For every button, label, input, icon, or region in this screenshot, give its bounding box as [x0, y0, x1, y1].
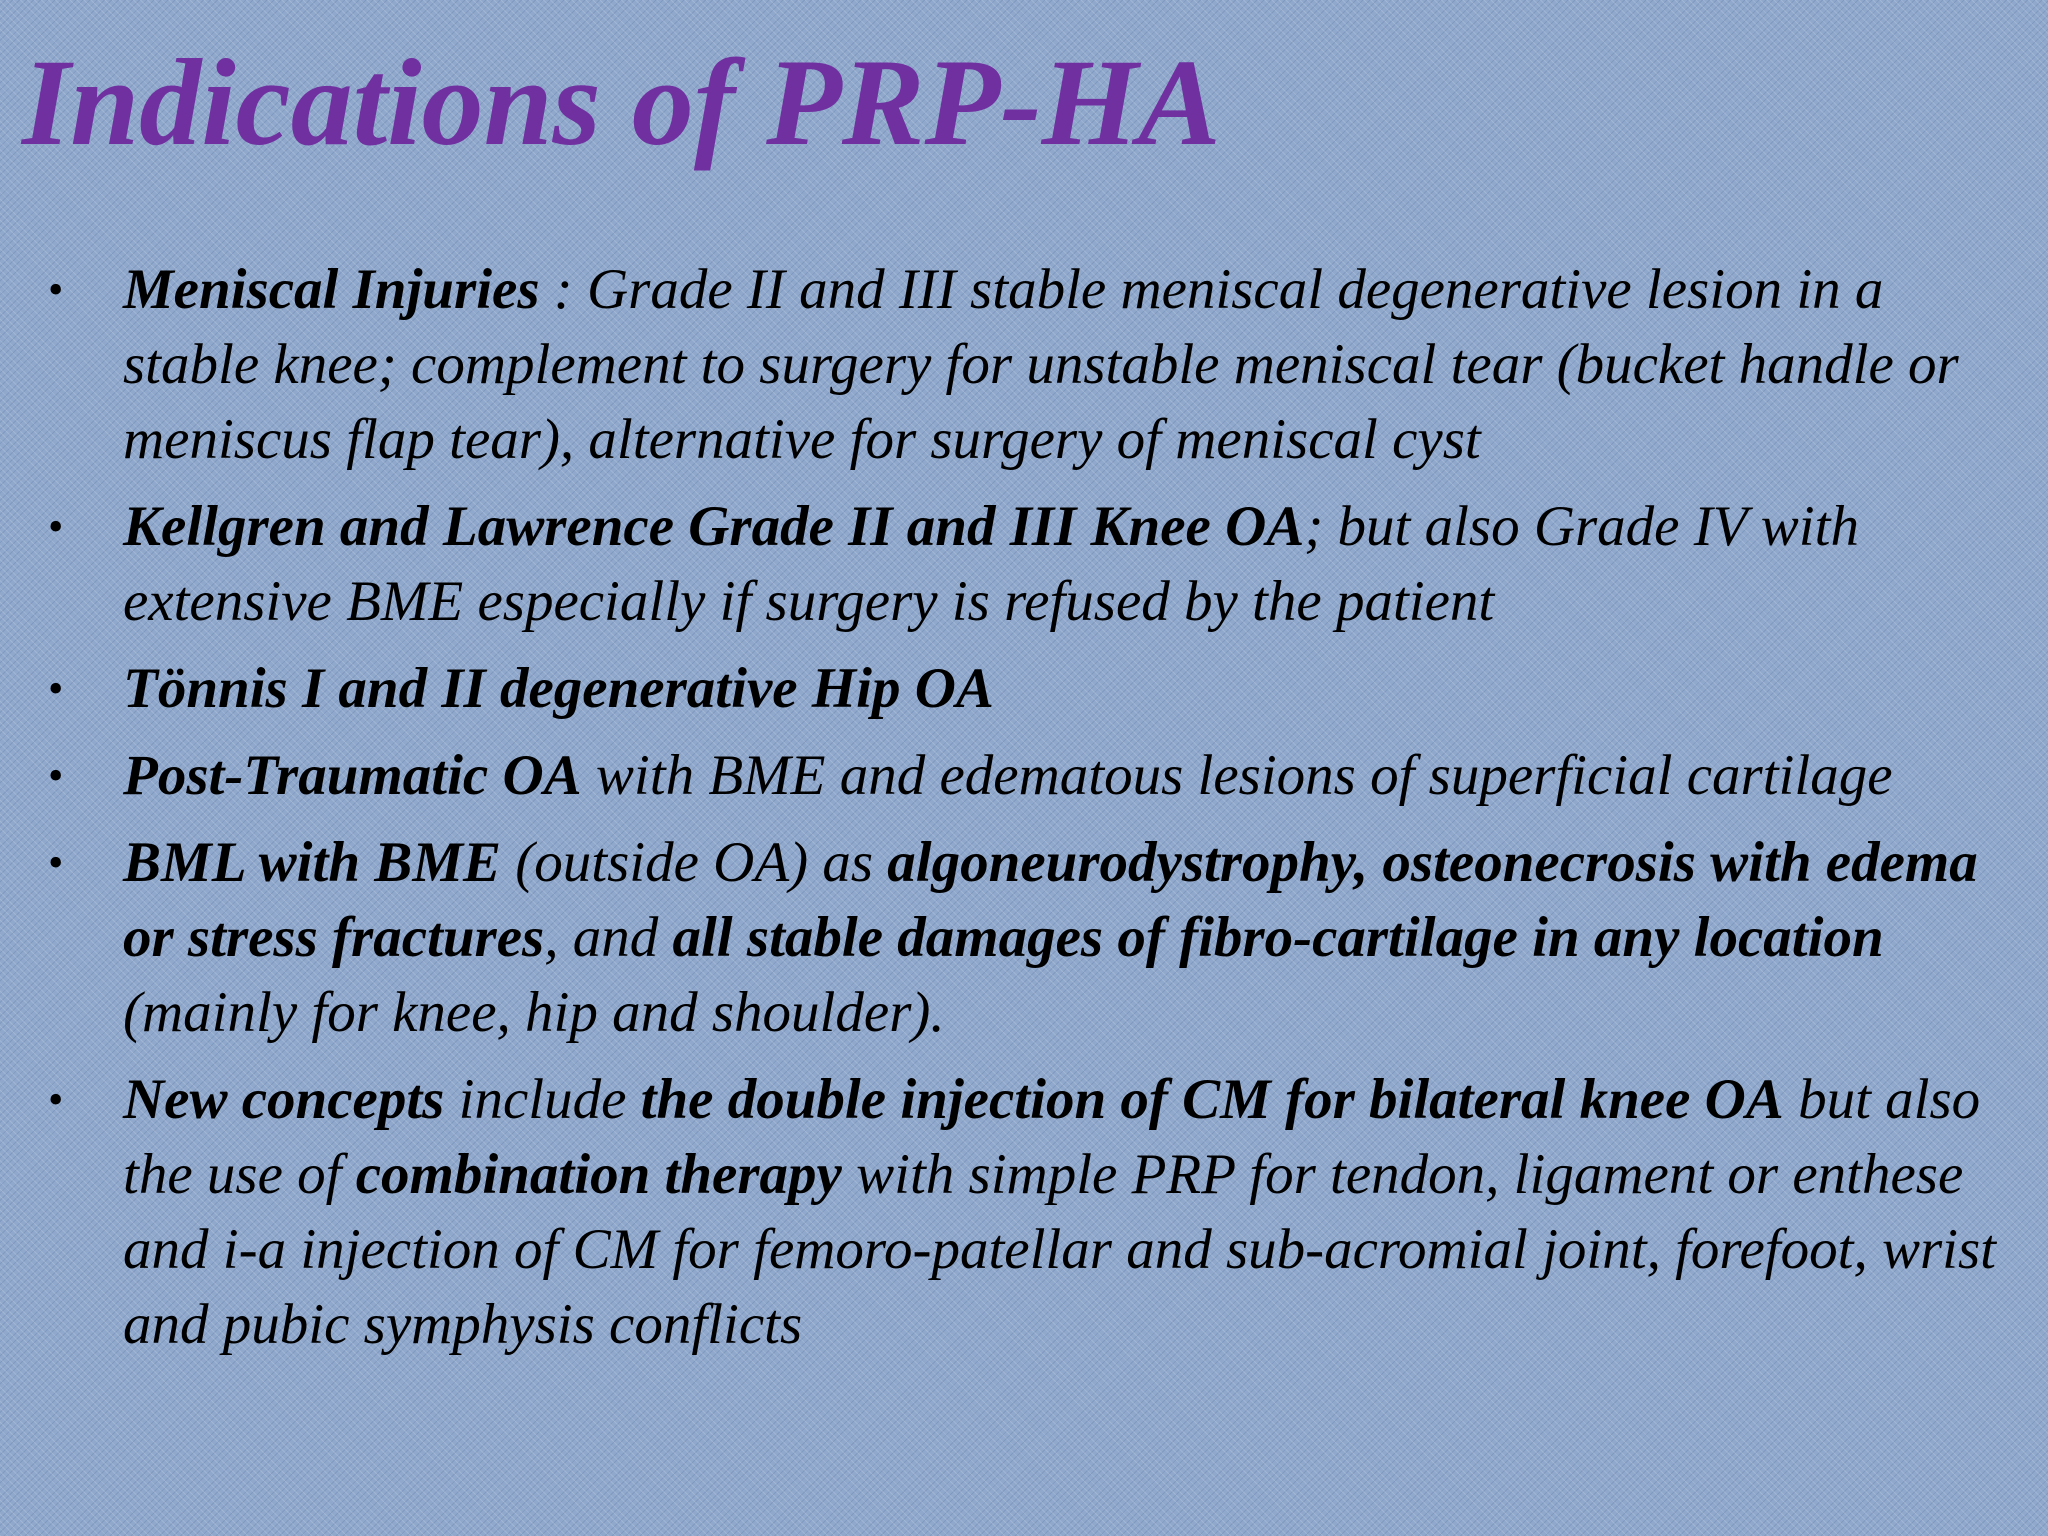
bullet-item-new-concepts: [48, 1062, 2023, 1362]
bullet-list: [48, 252, 2023, 1374]
bullet-dot-icon: •: [48, 751, 64, 800]
bullet-item-hip-oa: [48, 651, 2023, 726]
bullet-bold-text: Post-Traumatic OA: [123, 744, 582, 807]
bullet-text: (mainly for knee, hip and shoulder).: [123, 981, 945, 1044]
bullet-bold-text: Tönnis I and II degenerative Hip OA: [123, 657, 994, 720]
bullet-dot-icon: •: [48, 664, 64, 713]
bullet-bold-text: all stable damages of fibro-cartilage in any location: [672, 906, 1884, 969]
bullet-item-knee-oa: [48, 489, 2023, 639]
bullet-item-bml-with-bme: [48, 825, 2023, 1050]
bullet-text: , and: [544, 906, 673, 969]
bullet-dot-icon: •: [48, 838, 64, 887]
bullet-text: include: [444, 1068, 641, 1131]
bullet-text: ; but also Grade IV with extensive BME especially if surgery is refused by the patient: [123, 495, 1859, 633]
bullet-item-meniscal-injuries: [48, 252, 2023, 477]
bullet-text: but also the use of: [123, 1068, 1981, 1206]
bullet-bold-text: Meniscal Injuries: [123, 258, 540, 321]
bullet-bold-text: combination therapy: [355, 1143, 842, 1206]
bullet-item-post-traumatic-oa: [48, 738, 2023, 813]
bullet-bold-text: algoneurodystrophy, osteonecrosis with edema or stress fractures: [123, 831, 1978, 969]
bullet-dot-icon: •: [48, 502, 64, 551]
bullet-bold-text: New concepts: [123, 1068, 445, 1131]
bullet-text: with BME and edematous lesions of superficial cartilage: [581, 744, 1893, 807]
bullet-dot-icon: •: [48, 265, 64, 314]
bullet-bold-text: BML with BME: [123, 831, 502, 894]
bullet-text: with simple PRP for tendon, ligament or enthese and i-a injection of CM for femoro-patellar and sub-acromial joint, forefoot, wrist and pubic symphysis conflicts: [123, 1143, 1997, 1356]
bullet-text: (outside OA) as: [501, 831, 888, 894]
bullet-dot-icon: •: [48, 1075, 64, 1124]
slide-title: Indications of PRP-HA: [22, 34, 1221, 171]
bullet-bold-text: Kellgren and Lawrence Grade II and III Knee OA: [123, 495, 1305, 558]
bullet-text: : Grade II and III stable meniscal degenerative lesion in a stable knee; complement to surgery for unstable meniscal tear (bucket handle or meniscus flap tear), alternative for surgery of meniscal cyst: [123, 258, 1959, 471]
bullet-bold-text: the double injection of CM for bilateral knee OA: [640, 1068, 1784, 1131]
